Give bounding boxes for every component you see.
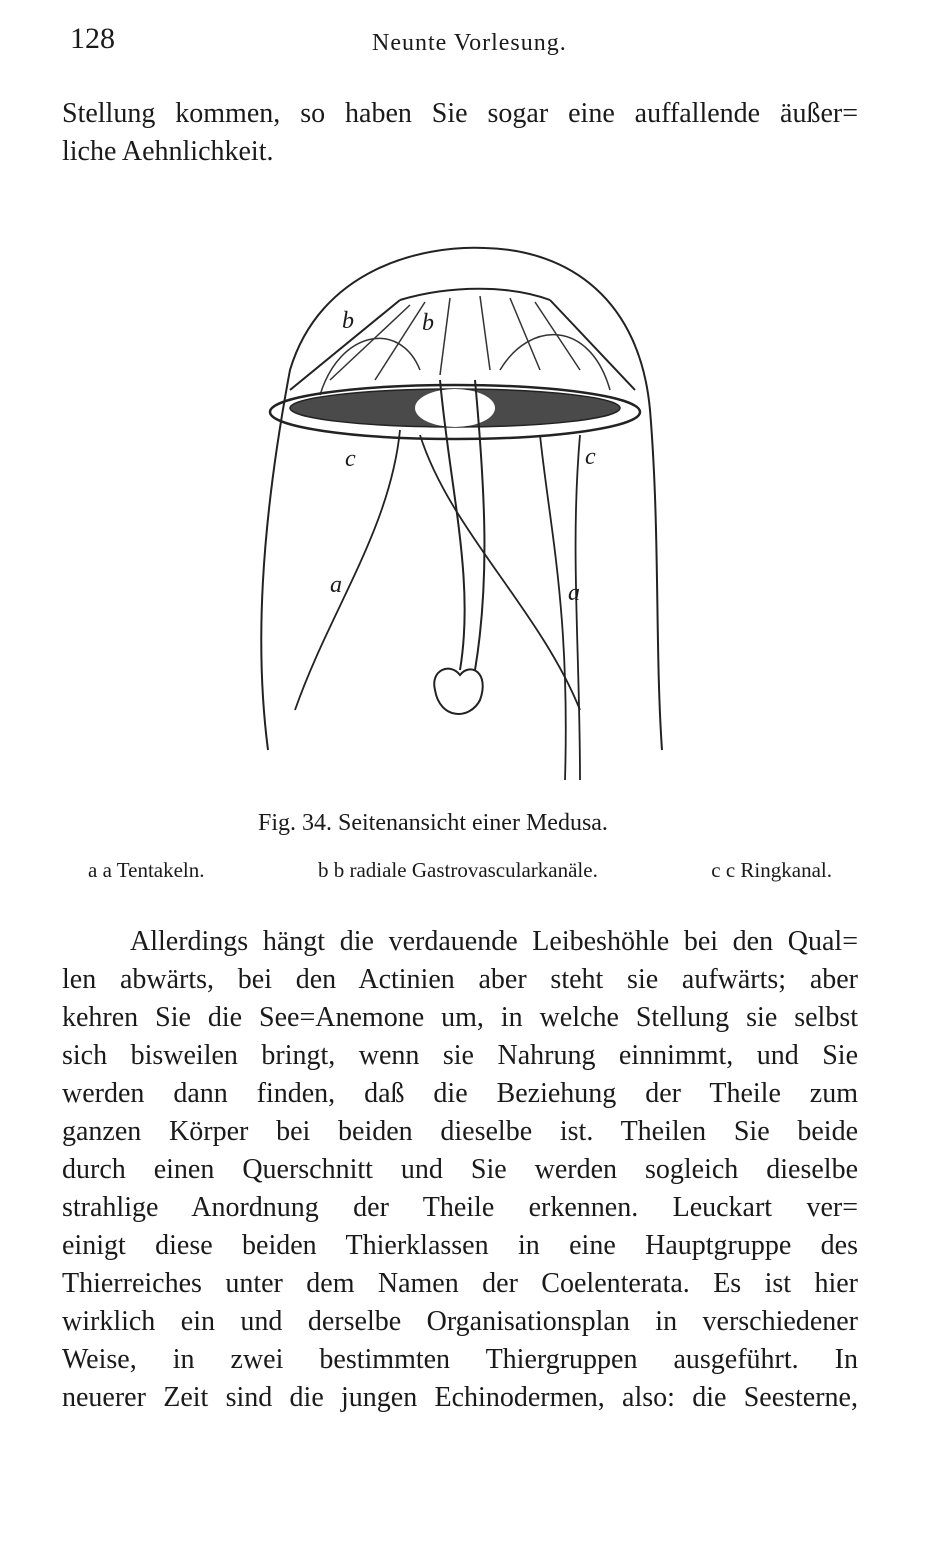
legend-item-ring-canal: c c Ringkanal. (711, 858, 832, 882)
body-line: len abwärts, bei den Actinien aber steht sie aufwärts; aber (62, 964, 858, 995)
body-line: einigt diese beiden Thierklassen in eine Hauptgruppe des (62, 1230, 858, 1261)
body-line: Thierreiches unter dem Namen der Coelenterata. Es ist hier (62, 1268, 858, 1299)
label-a-left: a (330, 572, 342, 598)
label-b-right: b (422, 310, 434, 336)
body-line: Allerdings hängt die verdauende Leibeshöhle bei den Qual= (130, 926, 858, 957)
intro-line: Stellung kommen, so haben Sie sogar eine auffallende äußer= (62, 98, 858, 129)
body-line: Weise, in zwei bestimmten Thiergruppen ausgeführt. In (62, 1344, 858, 1375)
body-line: werden dann finden, daß die Beziehung der Theile zum (62, 1078, 858, 1109)
running-title: Neunte Vorlesung. (372, 30, 567, 56)
label-b-left: b (342, 308, 354, 334)
figure-caption: Fig. 34. Seitenansicht einer Medusa. (258, 810, 608, 836)
label-c-left: c (345, 446, 356, 472)
body-line: strahlige Anordnung der Theile erkennen. Leuckart ver= (62, 1192, 858, 1223)
label-a-right: a (568, 580, 580, 606)
body-line: wirklich ein und derselbe Organisationsplan in verschiedener (62, 1306, 858, 1337)
legend-item-tentacles: a a Tentakeln. (88, 858, 205, 882)
body-line: neuerer Zeit sind die jungen Echinodermen, also: die Seesterne, (62, 1382, 858, 1413)
medusa-illustration (250, 230, 680, 790)
body-line: kehren Sie die See=Anemone um, in welche Stellung sie selbst (62, 1002, 858, 1033)
body-line: durch einen Querschnitt und Sie werden sogleich dieselbe (62, 1154, 858, 1185)
page-number: 128 (70, 22, 115, 55)
body-line: ganzen Körper bei beiden dieselbe ist. Theilen Sie beide (62, 1116, 858, 1147)
intro-line: liche Aehnlichkeit. (62, 136, 274, 167)
label-c-right: c (585, 444, 596, 470)
legend-item-radial-canals: b b radiale Gastrovascularkanäle. (317, 858, 598, 882)
body-line: sich bisweilen bringt, wenn sie Nahrung einnimmt, und Sie (62, 1040, 858, 1071)
figure-legend (88, 858, 832, 883)
